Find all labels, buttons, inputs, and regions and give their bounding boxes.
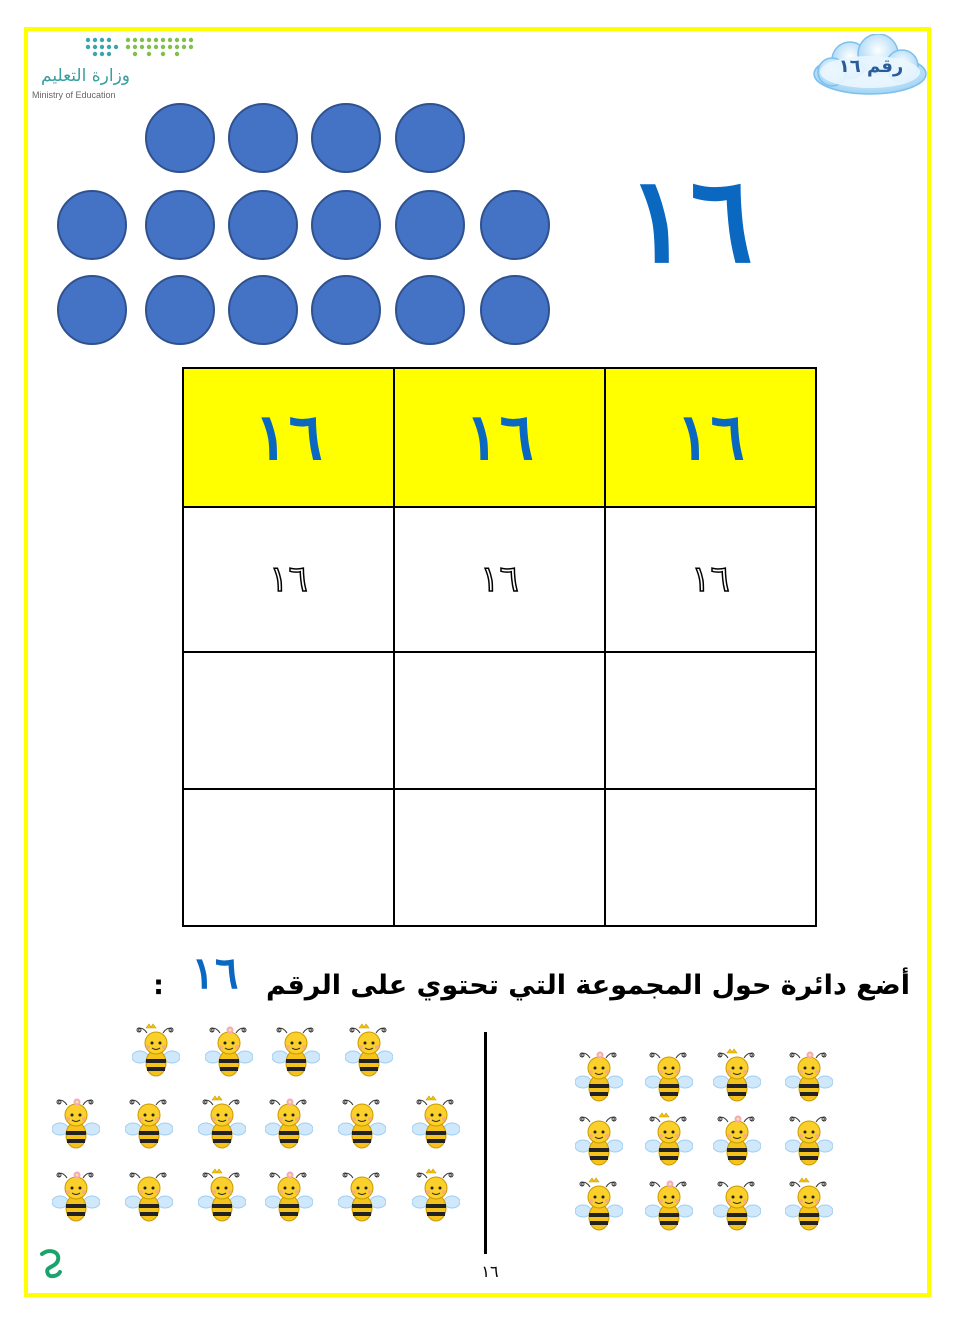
table-row <box>183 789 816 926</box>
table-row <box>183 507 816 652</box>
bee-illustration <box>785 1177 833 1237</box>
page-number: ١٦ <box>481 1262 499 1281</box>
trace-number: ١٦ <box>691 559 730 600</box>
bee-illustration <box>338 1095 386 1155</box>
header-number: ١٦ <box>254 400 323 475</box>
bee-illustration <box>785 1048 833 1108</box>
logo-dots-icon <box>80 34 200 60</box>
trace-number: ١٦ <box>480 559 519 600</box>
counting-dot <box>480 190 550 260</box>
bee-illustration <box>198 1095 246 1155</box>
header-number: ١٦ <box>465 400 534 475</box>
header-cell <box>183 368 394 507</box>
writing-cell[interactable] <box>183 789 394 926</box>
counting-dot <box>395 103 465 173</box>
bee-illustration <box>575 1112 623 1172</box>
big-number: ١٦ <box>626 150 754 289</box>
bee-illustration <box>125 1095 173 1155</box>
counting-dot <box>57 275 127 345</box>
bee-illustration <box>272 1023 320 1083</box>
instruction-number: ١٦ <box>191 948 239 999</box>
bee-illustration <box>713 1177 761 1237</box>
bee-illustration <box>713 1112 761 1172</box>
counting-dot <box>228 190 298 260</box>
bee-illustration <box>345 1023 393 1083</box>
counting-dot <box>57 190 127 260</box>
counting-dot <box>311 103 381 173</box>
bee-illustration <box>205 1023 253 1083</box>
instruction-line <box>150 948 910 1008</box>
writing-cell[interactable] <box>605 652 816 789</box>
bee-illustration <box>412 1168 460 1228</box>
bee-illustration <box>132 1023 180 1083</box>
header-number: ١٦ <box>676 400 745 475</box>
bee-illustration <box>575 1177 623 1237</box>
counting-dot <box>228 275 298 345</box>
counting-dot <box>145 103 215 173</box>
bee-illustration <box>52 1095 100 1155</box>
bee-illustration <box>785 1112 833 1172</box>
ministry-logo <box>30 34 170 106</box>
table-row <box>183 652 816 789</box>
instruction-text: أضع دائرة حول المجموعة التي تحتوي على الرقم <box>265 970 910 1001</box>
counting-dot <box>145 190 215 260</box>
writing-practice-table <box>182 367 817 927</box>
instruction-colon: : <box>153 970 164 1001</box>
bee-illustration <box>575 1048 623 1108</box>
trace-number: ١٦ <box>269 559 308 600</box>
bee-illustration <box>52 1168 100 1228</box>
ministry-name-arabic: وزارة التعليم <box>41 66 130 86</box>
counting-dot <box>228 103 298 173</box>
trace-cell[interactable] <box>605 507 816 652</box>
bee-illustration <box>125 1168 173 1228</box>
writing-cell[interactable] <box>394 789 605 926</box>
trace-cell[interactable] <box>394 507 605 652</box>
bee-illustration <box>412 1095 460 1155</box>
writing-cell[interactable] <box>394 652 605 789</box>
counting-dot <box>311 190 381 260</box>
bee-illustration <box>265 1168 313 1228</box>
bee-illustration <box>265 1095 313 1155</box>
counting-dot <box>311 275 381 345</box>
counting-dot <box>395 190 465 260</box>
header-cell <box>605 368 816 507</box>
writing-cell[interactable] <box>183 652 394 789</box>
table-row <box>183 368 816 507</box>
bee-illustration <box>713 1048 761 1108</box>
publisher-logo-icon <box>36 1246 66 1286</box>
number-badge-label: رقم ١٦ <box>838 56 904 77</box>
writing-cell[interactable] <box>605 789 816 926</box>
header-cell <box>394 368 605 507</box>
bee-illustration <box>338 1168 386 1228</box>
ministry-name-english: Ministry of Education <box>32 90 116 100</box>
bee-illustration <box>645 1177 693 1237</box>
bee-illustration <box>645 1112 693 1172</box>
counting-dot <box>480 275 550 345</box>
counting-dot <box>145 275 215 345</box>
bee-illustration <box>198 1168 246 1228</box>
bee-illustration <box>645 1048 693 1108</box>
group-divider <box>484 1032 487 1254</box>
trace-cell[interactable] <box>183 507 394 652</box>
counting-dot <box>395 275 465 345</box>
